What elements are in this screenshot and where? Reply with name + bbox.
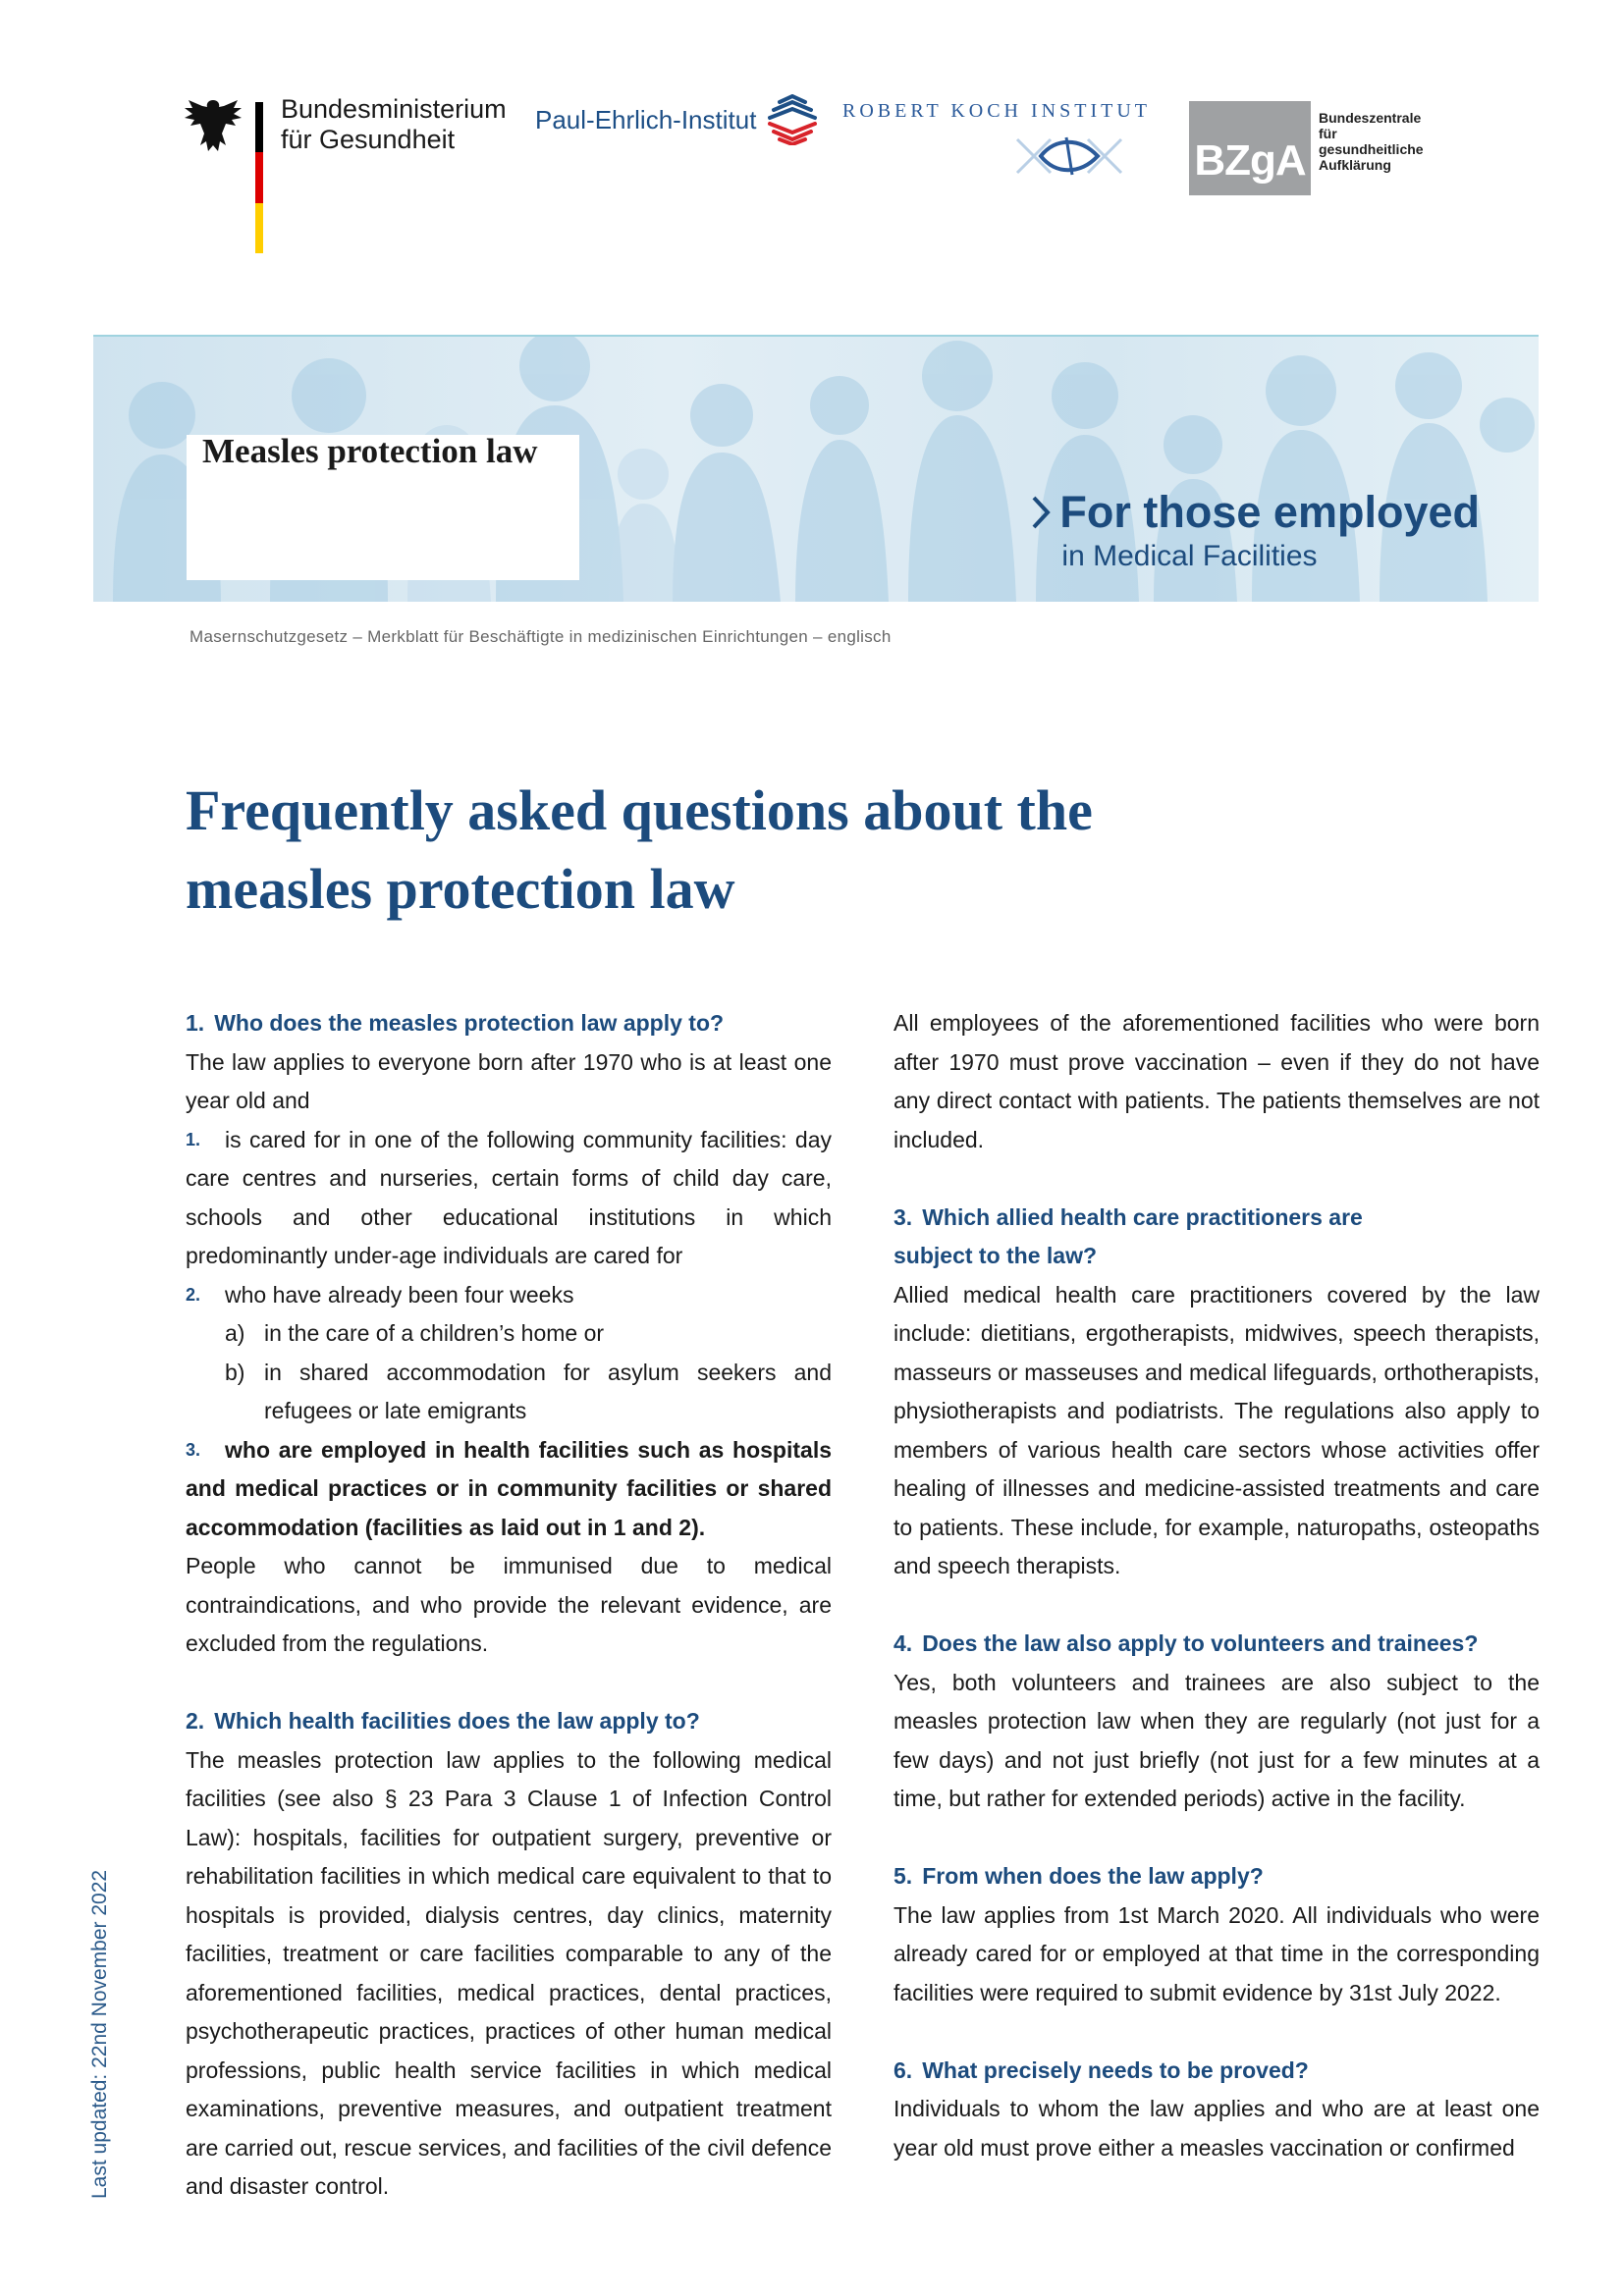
question-5-answer: The law applies from 1st March 2020. All individuals who were already cared for or employed at that time in the corresponding facilities were required to submit evidence by 31st July 2022.	[893, 1901, 1540, 2005]
list-item: 3. who are employed in health facilities such as hospitals and medical practices or in community facilities or shared accommodation (facilities as laid out in 1 and 2).	[186, 1436, 832, 1540]
question-2-continued: All employees of the aforementioned facilities who were born after 1970 must prove vaccination – even if they do not have any direct contact with patients. The patients themselves are not included.	[893, 1010, 1540, 1152]
question-3-answer: Allied medical health care practitioners covered by the law include: dietitians, ergotherapists, midwives, speech therapists, masseurs or masseuses and medical lifeguards, orthotherapists, physiotherapists and podiatrists. The regulations also apply to members of various health care sectors whose activities offer healing of illnesses and medicine-assisted treatments and care to patients. These include, for example, naturopaths, osteopaths and speech therapists.	[893, 1281, 1540, 1578]
question-2-answer: The measles protection law applies to the following medical facilities (see also § 23 Para 3 Clause 1 of Infection Control Law): hospitals, facilities for outpatient surgery, preventive or rehabilitation facilities in which medical care equivalent to that to hospitals is provided, dialysis centres, day clinics, maternity facilities, treatment or care facilities comparable to any of the aforementioned facilities, medical practices, dental practices, psychotherapeutic practices, practices of other human medical professions, public health service facilities in which medical examinations, preventive measures, and outpatient treatment are carried out, rescue services, and facilities of the civil defence and disaster control.	[186, 1746, 832, 2199]
pei-wordmark: Paul-Ehrlich-Institut	[535, 104, 757, 134]
pei-logo	[535, 94, 819, 145]
last-updated-note: Last updated: 22nd November 2022	[88, 1869, 111, 2199]
page-title: Frequently asked questions about the measles protection law	[186, 778, 1093, 921]
banner-title: Measles protection law	[202, 432, 538, 470]
banner-subtitle-line2: in Medical Facilities	[1061, 540, 1318, 572]
question-1-heading: 1. Who does the measles protection law apply to?	[186, 1010, 725, 1036]
list-item: 2. who have already been four weeks	[186, 1281, 574, 1308]
pei-emblem-icon	[766, 94, 819, 145]
question-5-heading: 5. From when does the law apply?	[893, 1863, 1264, 1889]
question-6-heading: 6. What precisely needs to be proved?	[893, 2056, 1309, 2083]
question-4-answer: Yes, both volunteers and trainees are also subject to the measles protection law when they are regularly (not just for a few days) and not just briefly (not just for a few minutes at a time, but rather for extended periods) active in the facility.	[893, 1669, 1540, 1811]
question-1-intro: The law applies to everyone born after 1970 who is at least one year old and	[186, 1048, 832, 1113]
banner-subtitle	[1028, 487, 1480, 573]
bmg-wordmark: Bundesministerium für Gesundheit	[281, 94, 507, 154]
left-column	[186, 1004, 832, 2207]
german-flag-bar	[255, 102, 263, 253]
rki-wordmark: ROBERT KOCH INSTITUT	[842, 100, 1151, 122]
bzga-logo: BZgA	[1189, 101, 1311, 195]
question-4-heading: 4. Does the law also apply to volunteers and trainees?	[893, 1630, 1479, 1656]
list-item: 1. is cared for in one of the following community facilities: day care centres and nurseries, certain forms of child day care, schools and other educational institutions in which predominantly under-age individuals are cared for	[186, 1126, 832, 1268]
right-column	[893, 1004, 1540, 2167]
question-1-exclusion: People who cannot be immunised due to medical contraindications, and who provide the relevant evidence, are excluded from the regulations.	[186, 1553, 832, 1656]
question-2-heading: 2. Which health facilities does the law apply to?	[186, 1708, 700, 1734]
chevron-right-icon	[1028, 494, 1054, 531]
bzga-wordmark: Bundeszentrale für gesundheitliche Aufklärung	[1319, 110, 1424, 173]
question-6-answer: Individuals to whom the law applies and who are at least one year old must prove either a measles vaccination or confirmed	[893, 2096, 1540, 2161]
rki-emblem-icon	[1011, 132, 1127, 181]
document-reference: Masernschutzgesetz – Merkblatt für Beschäftigte in medizinischen Einrichtungen – englisch	[189, 627, 892, 646]
banner-subtitle-line1: For those employed	[1059, 487, 1480, 537]
sub-list-item: a) in the care of a children’s home or	[225, 1320, 605, 1346]
federal-eagle-icon	[181, 94, 245, 159]
question-3-heading: 3. Which allied health care practitioners are subject to the law?	[893, 1203, 1363, 1268]
sub-list-item: b) in shared accommodation for asylum seekers and refugees or late emigrants	[225, 1359, 832, 1423]
